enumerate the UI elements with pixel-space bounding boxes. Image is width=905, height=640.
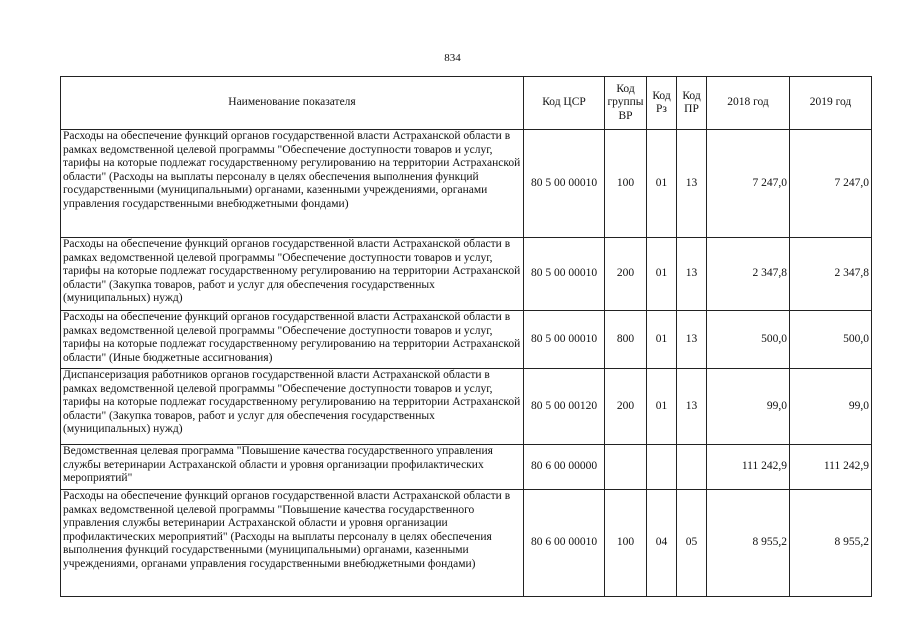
row-2018: 99,0 xyxy=(707,369,790,445)
row-vr: 200 xyxy=(605,238,647,311)
header-2019: 2019 год xyxy=(790,77,872,130)
row-name: Расходы на обеспечение функций органов государственной власти Астраханской области в рамках ведомственной целевой программы "Обеспечение доступности товаров и услуг, тарифы на которые подлежат государственному регулированию на территории Астраханской области" (Иные бюджетные ассигнования) xyxy=(61,311,524,369)
table-header-row xyxy=(61,77,872,130)
header-vr: Код группы ВР xyxy=(605,77,647,130)
row-rz: 01 xyxy=(647,311,677,369)
row-vr: 800 xyxy=(605,311,647,369)
row-csr: 80 5 00 00120 xyxy=(524,369,605,445)
row-pr xyxy=(677,445,707,490)
row-csr: 80 5 00 00010 xyxy=(524,311,605,369)
row-rz xyxy=(647,445,677,490)
table-row xyxy=(61,369,872,445)
row-rz: 01 xyxy=(647,130,677,238)
row-name: Ведомственная целевая программа "Повышение качества государственного управления службы ветеринарии Астраханской области и уровня организации профилактических мероприятий" xyxy=(61,445,524,490)
row-pr: 13 xyxy=(677,311,707,369)
row-pr: 13 xyxy=(677,369,707,445)
row-rz: 04 xyxy=(647,490,677,597)
budget-table xyxy=(60,76,872,597)
header-csr: Код ЦСР xyxy=(524,77,605,130)
row-csr: 80 5 00 00010 xyxy=(524,130,605,238)
row-2018: 500,0 xyxy=(707,311,790,369)
row-2018: 111 242,9 xyxy=(707,445,790,490)
row-name: Расходы на обеспечение функций органов государственной власти Астраханской области в рамках ведомственной целевой программы "Обеспечение доступности товаров и услуг, тарифы на которые подлежат государственному регулированию на территории Астраханской области" (Закупка товаров, работ и услуг для обеспечения государственных (муниципальных) нужд) xyxy=(61,238,524,311)
table-row xyxy=(61,238,872,311)
row-vr: 100 xyxy=(605,130,647,238)
header-2018: 2018 год xyxy=(707,77,790,130)
row-name: Расходы на обеспечение функций органов государственной власти Астраханской области в рамках ведомственной целевой программы "Обеспечение доступности товаров и услуг, тарифы на которые подлежат государственному регулированию на территории Астраханской области" (Расходы на выплаты персоналу в целях обеспечения выполнения функций государственными (муниципальными) органами, казенными учреждениями, органами управления государственными внебюджетными фондами) xyxy=(61,130,524,238)
row-2018: 2 347,8 xyxy=(707,238,790,311)
row-name: Диспансеризация работников органов государственной власти Астраханской области в рамках ведомственной целевой программы "Обеспечение доступности товаров и услуг, тарифы на которые подлежат государственному регулированию на территории Астраханской области" (Закупка товаров, работ и услуг для обеспечения государственных (муниципальных) нужд) xyxy=(61,369,524,445)
table-row xyxy=(61,490,872,597)
row-pr: 13 xyxy=(677,130,707,238)
row-2019: 7 247,0 xyxy=(790,130,872,238)
table-row xyxy=(61,130,872,238)
header-rz: Код Рз xyxy=(647,77,677,130)
row-csr: 80 5 00 00010 xyxy=(524,238,605,311)
row-name: Расходы на обеспечение функций органов государственной власти Астраханской области в рамках ведомственной целевой программы "Повышение качества государственного управления службы ветеринарии Астраханской области и уровня организации профилактических мероприятий" (Расходы на выплаты персоналу в целях обеспечения выполнения функций государственными (муниципальными) органами, казенными учреждениями, органами управления государственными внебюджетными фондами) xyxy=(61,490,524,597)
row-pr: 05 xyxy=(677,490,707,597)
row-rz: 01 xyxy=(647,369,677,445)
row-vr: 100 xyxy=(605,490,647,597)
row-vr xyxy=(605,445,647,490)
row-2019: 99,0 xyxy=(790,369,872,445)
row-2019: 111 242,9 xyxy=(790,445,872,490)
table-row xyxy=(61,445,872,490)
header-pr: Код ПР xyxy=(677,77,707,130)
page-number: 834 xyxy=(444,52,461,64)
row-2019: 500,0 xyxy=(790,311,872,369)
row-2019: 2 347,8 xyxy=(790,238,872,311)
row-vr: 200 xyxy=(605,369,647,445)
header-name: Наименование показателя xyxy=(61,77,524,130)
row-csr: 80 6 00 00010 xyxy=(524,490,605,597)
row-2019: 8 955,2 xyxy=(790,490,872,597)
row-2018: 7 247,0 xyxy=(707,130,790,238)
row-pr: 13 xyxy=(677,238,707,311)
row-csr: 80 6 00 00000 xyxy=(524,445,605,490)
table-row xyxy=(61,311,872,369)
row-rz: 01 xyxy=(647,238,677,311)
row-2018: 8 955,2 xyxy=(707,490,790,597)
